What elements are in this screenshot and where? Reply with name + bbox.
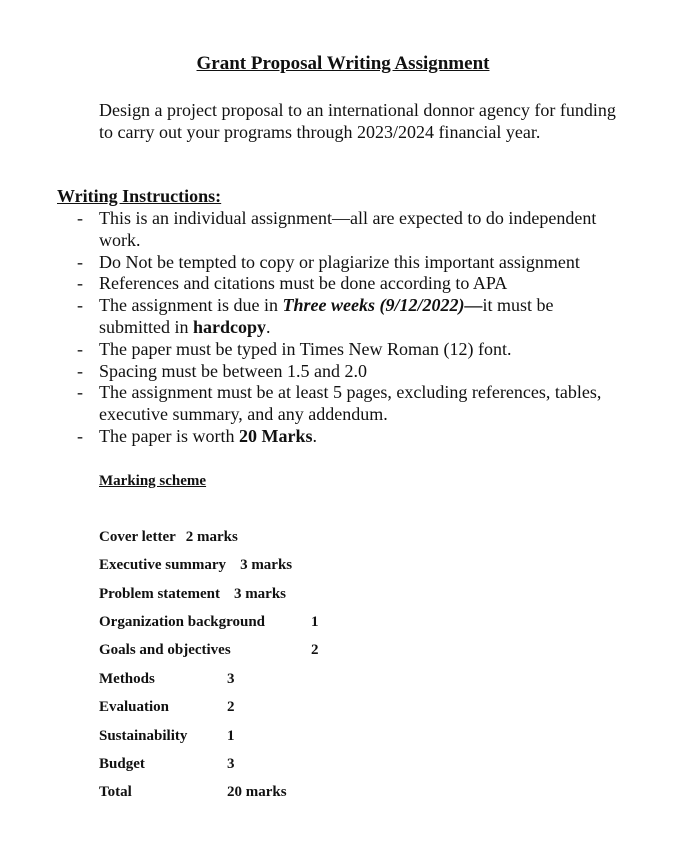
scheme-row	[99, 728, 235, 745]
scheme-item: Cover letter	[99, 529, 176, 545]
scheme-item: Evaluation	[99, 699, 170, 715]
scheme-item: Executive summary	[99, 557, 227, 573]
intro-paragraph: Design a project proposal to an international donnor agency for funding to carry out your programs through 2023/2024 financial year.	[99, 100, 616, 142]
marking-scheme-heading: Marking scheme	[99, 473, 207, 489]
scheme-row	[99, 756, 235, 773]
scheme-row	[99, 699, 235, 716]
list-item: - This is an individual assignment—all are expected to do independent work.	[77, 208, 597, 250]
instruction-text: The paper is worth	[99, 425, 239, 446]
scheme-row	[99, 557, 292, 574]
list-item: - References and citations must be done according to APA	[77, 273, 508, 294]
instruction-text: it must be submitted in	[99, 295, 554, 337]
list-item: - The paper must be typed in Times New Roman (12) font.	[77, 338, 512, 359]
instructions-list	[0, 208, 620, 448]
scheme-marks: 3 marks	[233, 586, 287, 602]
scheme-row	[99, 671, 235, 688]
list-item: - The paper is worth 20 Marks.	[77, 425, 317, 446]
due-date-emphasis: Three weeks (9/12/2022)—	[282, 295, 483, 316]
scheme-item: Goals and objectives	[99, 642, 231, 658]
scheme-marks: 1	[311, 614, 319, 630]
instruction-text: References and citations must be done according to APA	[99, 273, 508, 294]
hardcopy-emphasis: hardcopy	[193, 316, 267, 337]
scheme-item: Sustainability	[99, 728, 188, 744]
instruction-text: This is an individual assignment—all are expected to do independent work.	[99, 208, 597, 250]
scheme-total-label: Total	[99, 784, 132, 800]
instructions-heading: Writing Instructions:	[57, 186, 222, 206]
scheme-marks: 2	[311, 642, 319, 658]
scheme-total-marks: 20 marks	[227, 784, 287, 800]
scheme-row	[99, 614, 319, 631]
scheme-marks: 1	[227, 728, 235, 744]
instruction-text: The paper must be typed in Times New Roman (12) font.	[99, 338, 512, 359]
scheme-row	[99, 586, 286, 603]
marks-emphasis: 20 Marks	[238, 425, 313, 446]
scheme-row	[99, 784, 287, 801]
scheme-item: Budget	[99, 756, 145, 772]
list-item: - Spacing must be between 1.5 and 2.0	[77, 360, 367, 381]
scheme-item: Methods	[99, 671, 155, 687]
list-item: - Do Not be tempted to copy or plagiarize this important assignment	[77, 251, 580, 272]
scheme-marks: 2 marks	[185, 529, 238, 545]
scheme-row	[99, 529, 238, 546]
list-item: - The assignment must be at least 5 pages, excluding references, tables, executive summary, and any addendum.	[77, 382, 602, 425]
scheme-marks: 3	[227, 756, 235, 772]
page-title: Grant Proposal Writing Assignment	[196, 53, 490, 74]
scheme-marks: 3	[227, 671, 235, 687]
instruction-text: Do Not be tempted to copy or plagiarize this important assignment	[99, 251, 580, 272]
scheme-item: Problem statement	[99, 586, 220, 602]
scheme-row	[99, 642, 319, 659]
instruction-text: The assignment must be at least 5 pages, excluding references, tables, executive summary, and any addendum.	[99, 382, 602, 425]
instruction-text: Spacing must be between 1.5 and 2.0	[99, 360, 367, 381]
scheme-marks: 2	[227, 699, 235, 715]
list-item: - The assignment is due in Three weeks (9/12/2022)—it must be submitted in hardcopy.	[77, 295, 554, 337]
scheme-marks: 3 marks	[240, 557, 293, 573]
scheme-item: Organization background	[99, 614, 266, 630]
instruction-text: The assignment is due in	[99, 295, 283, 316]
